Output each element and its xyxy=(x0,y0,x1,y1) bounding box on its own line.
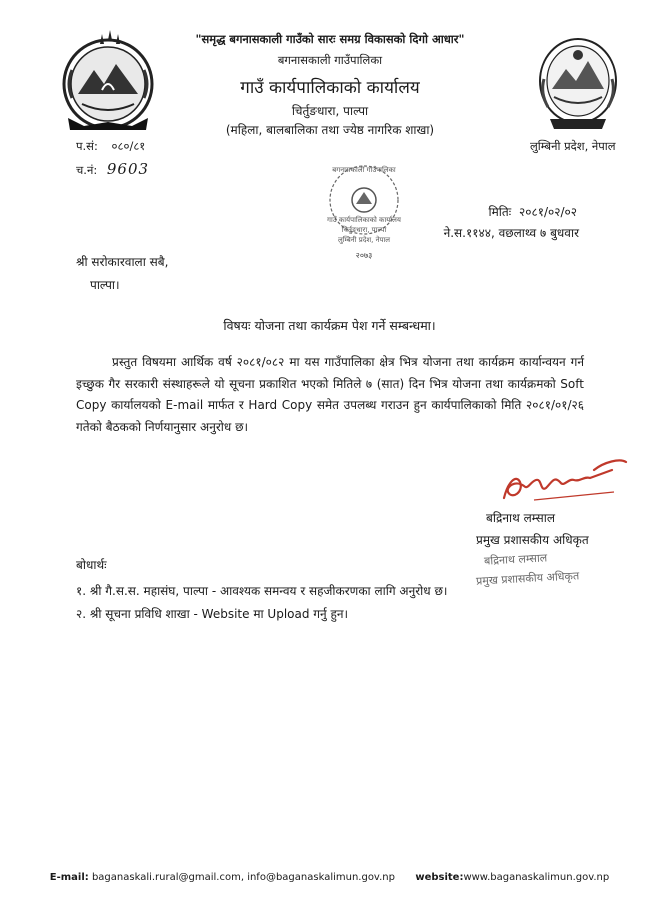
cc-label: बोधार्थः xyxy=(76,558,107,572)
reference-label: प.सं: xyxy=(76,139,98,153)
cc-item: १. श्री गै.स.स. महासंघ, पाल्पा - आवश्यक समन्वय र सहजीकरणका लागि अनुरोध छ। xyxy=(76,584,448,598)
reference-number xyxy=(76,139,145,154)
letter-footer xyxy=(0,872,659,883)
signature-icon xyxy=(494,452,634,512)
reference-value: ०८०/८१ xyxy=(111,139,146,153)
footer-website: www.baganaskalimun.gov.np xyxy=(463,872,610,883)
dispatch-number xyxy=(76,160,149,178)
cc-item: २. श्री सूचना प्रविधि शाखा - Website मा Upload गर्नु हुन। xyxy=(76,607,349,621)
date-value: २०८१/०२/०२ xyxy=(518,205,577,219)
branch-name: (महिला, बालबालिका तथा ज्येष्ठ नागरिक शाखा) xyxy=(225,123,435,137)
signatory-stamp-title: प्रमुख प्रशासकीय अधिकृत xyxy=(475,569,580,588)
letter-subject: विषयः योजना तथा कार्यक्रम पेश गर्ने सम्बन्धमा। xyxy=(223,318,436,333)
footer-email: baganaskali.rural@gmail.com, info@baganaskalimun.gov.np xyxy=(91,872,395,883)
office-address: चिर्तुङधारा, पाल्पा xyxy=(291,104,369,118)
stamp-line-4: लुम्बिनी प्रदेश, नेपाल xyxy=(337,236,391,244)
signatory-title: प्रमुख प्रशासकीय अधिकृत xyxy=(476,533,589,547)
letter-body: प्रस्तुत विषयमा आर्थिक वर्ष २०८१/०८२ मा यस गाउँपालिका क्षेत्र भित्र योजना तथा कार्यक्रम कार्यान्वयन गर्न इच्छुक गैर सरकारी संस्थाहरूले यो सूचना प्रकाशित भएको मितिले ७ (सात) दिन भित्र योजना तथा कार्यक्रमको Soft Copy कार्यालयको E-mail मार्फत र Hard Copy समेत उपलब्ध गराउन हुन कार्यपालिकाको मिति २०८१/०१/२६ गतेको बैठकको निर्णयानुसार अनुरोध छ। xyxy=(76,355,584,434)
dispatch-value: 9603 xyxy=(106,160,150,178)
office-name: गाउँ कार्यपालिकाको कार्यालय xyxy=(240,78,420,98)
stamp-line-2: गाउँ कार्यपालिकाको कार्यालय xyxy=(327,216,401,224)
recipient-line-1: श्री सरोकारवाला सबै, xyxy=(76,255,169,269)
signatory-name: बद्रिनाथ लम्साल xyxy=(486,511,555,525)
stamp-line-3: चिर्तुङधारा, पाल्पा xyxy=(341,226,387,234)
province-name: लुम्बिनी प्रदेश, नेपाल xyxy=(530,139,616,153)
office-seal-stamp xyxy=(314,160,414,264)
municipality-name: बगनासकाली गाउँपालिका xyxy=(277,53,383,67)
letter-date xyxy=(489,203,578,220)
recipient-line-2: पाल्पा। xyxy=(90,278,120,292)
footer-email-label: E-mail: xyxy=(49,872,89,883)
dispatch-label: च.नं: xyxy=(76,163,98,177)
municipality-logo-icon xyxy=(536,33,620,133)
stamp-year: २०७३ xyxy=(355,251,373,260)
stamp-line-1: बगनासकाली गाउँपालिका xyxy=(332,166,396,174)
signatory-stamp-name: बद्रिनाथ लम्साल xyxy=(483,551,548,568)
letterhead-motto: "समृद्ध बगनासकाली गाउँको सारः समग्र विकासको दिगो आधार" xyxy=(195,32,465,46)
footer-website-label: website: xyxy=(415,872,464,883)
nepal-sambat-date: ने.स.११४४, वछलाथ्व ७ बुधवार xyxy=(443,226,579,240)
date-label: मितिः xyxy=(488,205,512,219)
nepal-emblem-icon xyxy=(58,30,158,138)
